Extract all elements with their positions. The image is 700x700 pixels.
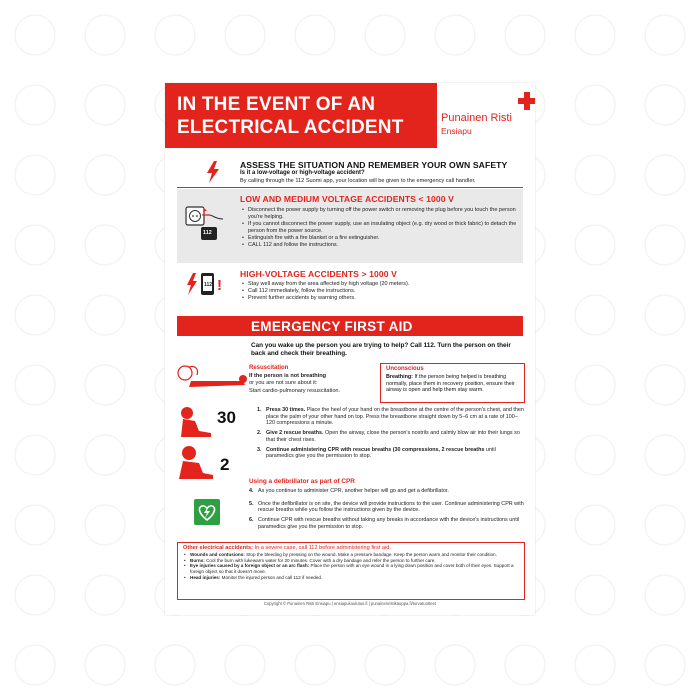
step-number: 1. [257, 407, 262, 413]
breathing-label: Breathing: [386, 374, 413, 380]
assess-question: Is it a low-voltage or high-voltage accident? [240, 170, 365, 176]
svg-text:!: ! [217, 277, 222, 294]
red-cross-icon [518, 92, 535, 110]
phone-label: 112 [203, 230, 212, 236]
defibrillator-heading: Using a defibrillator as part of CPR [249, 478, 355, 485]
list-item: • Extinguish fire with a fire blanket or a fire extinguisher. [241, 235, 521, 242]
low-voltage-list [241, 207, 521, 248]
first-aid-title: EMERGENCY FIRST AID [251, 319, 413, 334]
compression-count: 30 [217, 408, 236, 427]
step-number: 2. [257, 430, 262, 437]
other-accidents-list [183, 552, 521, 581]
logo-name: Punainen Risti [441, 112, 512, 124]
poster-footer: Copyright © Punainen Risti Ensiapu | ensiapukoulutus.fi | punainenristikauppa.fi/turvatuotteet [263, 601, 437, 606]
item-text: Monitor the injured person and call 112 if needed. [221, 574, 323, 580]
step-text: As you continue to administer CPR, another helper will go and get a defibrillator. [258, 488, 449, 494]
svg-text:112: 112 [204, 282, 213, 288]
high-voltage-list [241, 281, 521, 302]
item-label: Head injuries: [190, 574, 221, 580]
list-item: • Prevent further accidents by warning others. [241, 295, 521, 302]
resuscitation-text-3: Start cardio-pulmonary resuscitation. [249, 388, 341, 394]
list-item [257, 407, 525, 427]
other-accidents-heading [183, 545, 519, 552]
list-item [183, 575, 521, 581]
section-divider [177, 187, 523, 188]
unconscious-heading: Unconscious [386, 366, 424, 372]
step-text: Continue CPR with rescue breaths without taking any breaks in accordance with the device's instructions until paramedics give you the permission to stop. [258, 517, 520, 530]
step-text: until paramedics give you the permission to stop. [266, 446, 496, 460]
aed-icon [194, 499, 220, 525]
step-number: 3. [257, 446, 262, 453]
list-item [249, 517, 525, 530]
logo-subtitle: Ensiapu [441, 126, 472, 136]
assess-info: By calling through the 112 Suomi app, your location will be given to the emergency call handler. [240, 178, 476, 184]
list-item [249, 501, 525, 514]
poster-header [165, 83, 535, 148]
heart-bolt-icon [194, 499, 220, 525]
low-voltage-heading: LOW AND MEDIUM VOLTAGE ACCIDENTS < 1000 V [240, 194, 454, 204]
list-item [257, 430, 525, 443]
rescue-breath-icon [173, 443, 217, 483]
poster [165, 83, 535, 615]
lightning-icon [205, 161, 221, 183]
power-outlet-icon [185, 205, 225, 227]
cpr-steps [257, 407, 525, 463]
resuscitation-text-2: or you are not sure about it: [249, 380, 318, 386]
poster-title: IN THE EVENT OF AN ELECTRICAL ACCIDENT [177, 94, 404, 138]
other-heading-red: Other electrical accidents: [183, 545, 253, 551]
step-bold: Continue administering CPR with rescue breaths (30 compressions, 2 rescue breaths [266, 446, 485, 453]
red-cross-logo [441, 89, 533, 142]
step-number: 5. [249, 500, 254, 507]
step-text: Open the airway, close the person's nostrils and calmly blow air into their lungs so that their chest rises. [266, 430, 520, 443]
step-number: 6. [249, 517, 254, 524]
unconscious-text [386, 374, 520, 394]
chest-compression-icon [173, 405, 217, 441]
defibrillator-steps [249, 488, 525, 534]
list-item: • Stay well away from the area affected by high voltage (20 meters). [241, 281, 521, 288]
step-text: Place the heel of your hand on the breastbone at the centre of the person's chest, and then place the palm of your other hand on top. Press the breastbone straight down by 5–6 cm at a rate of 100–120 compressions a minute. [266, 407, 524, 427]
list-item: • Call 112 immediately, follow the instructions. [241, 288, 521, 295]
list-item: • If you cannot disconnect the power supply, use an insulating object (e.g. dry wood or thick fabric) to detach the person from the power source. [241, 221, 521, 235]
item-label: Wounds and contusions: [190, 552, 245, 557]
breathing-text: If the person being helped is breathing normally, place them in recovery position, ensure their airway is open and help them stay warm. [386, 374, 515, 394]
list-item: • CALL 112 and follow the instructions. [241, 242, 521, 249]
item-text: Place the person with an eye wound in a lying down position and cover both of their eyes. Support a foreign object so that it doesn't move. [190, 563, 514, 575]
step-bold: Give 2 rescue breaths. [266, 430, 324, 437]
list-item [257, 447, 525, 460]
list-item [183, 563, 521, 574]
item-label: Burns: [190, 557, 205, 563]
step-bold: Press 30 times. [266, 407, 306, 413]
resuscitation-text-1: If the person is not breathing [249, 373, 327, 379]
rescue-breath-count: 2 [220, 455, 230, 474]
step-number: 4. [249, 488, 254, 494]
list-item: • Disconnect the power supply by turning off the power switch or removing the plug before you touch the person you're helping. [241, 207, 521, 221]
resuscitation-heading: Resuscitation [249, 365, 289, 371]
item-text: Stop the bleeding by pressing on the wound. Make a pressure bandage. Keep the person warm and monitor their condition. [246, 552, 497, 557]
high-voltage-heading: HIGH-VOLTAGE ACCIDENTS > 1000 V [240, 269, 397, 279]
high-voltage-phone-icon [183, 271, 229, 297]
item-text: Cool the burn with lukewarm water for 20 minutes. Cover with a dry bandage and refer the person to further care. [206, 557, 436, 563]
resuscitation-figure-icon [173, 359, 251, 393]
step-text: Once the defibrillator is on site, the device will provide instructions to the user. Continue administering CPR with rescue breaths while you follow the instructions given by the device. [258, 500, 524, 514]
wake-question: Can you wake up the person you are trying to help? Call 112. Turn the person on their back and check their breathing. [251, 342, 511, 357]
item-label: Eye injuries caused by a foreign object or an arc flash: [190, 563, 310, 569]
other-heading-rest: In a severe case, call 112 before administering first aid. [254, 545, 391, 551]
list-item [249, 488, 525, 495]
assess-title: ASSESS THE SITUATION AND REMEMBER YOUR OWN SAFETY [240, 160, 508, 170]
